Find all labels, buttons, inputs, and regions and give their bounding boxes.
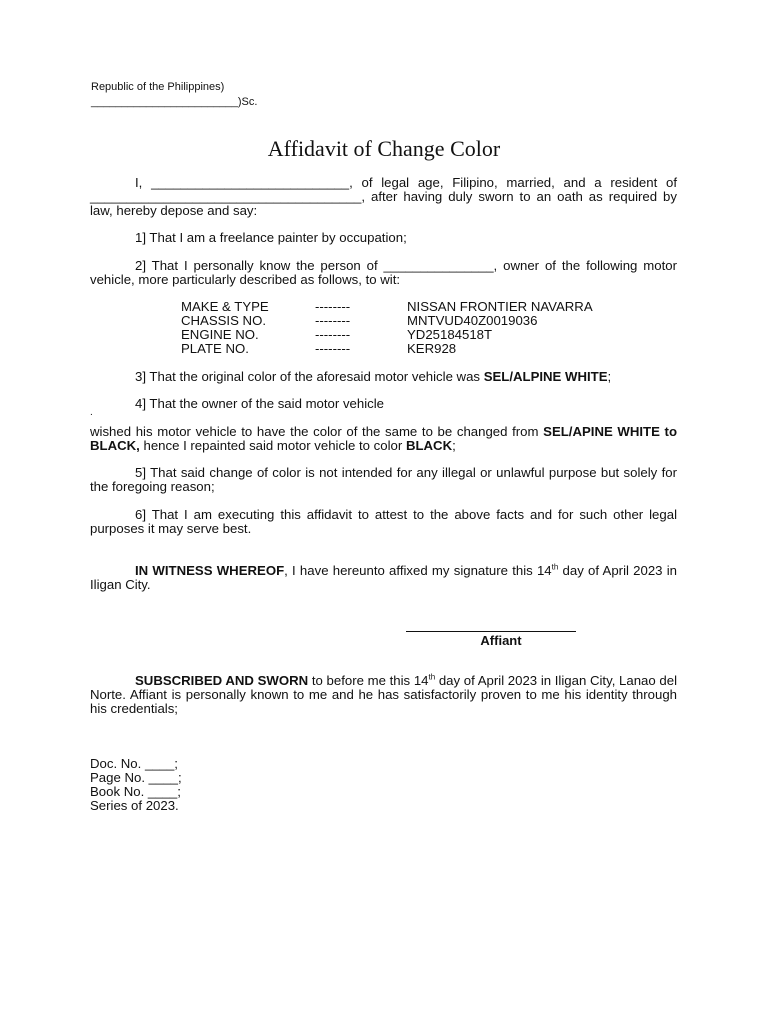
paragraph-5-text: 5] That said change of color is not intended for any illegal or unlawful purpose but solely for the foregoing reason; — [90, 465, 677, 494]
vehicle-dash: -------- — [315, 299, 351, 314]
paragraph-5 — [90, 466, 677, 494]
paragraph-2 — [90, 259, 677, 287]
jurat-ordinal: th — [428, 672, 436, 682]
paragraph-4-mid: hence I repainted said motor vehicle to color — [139, 438, 406, 453]
vehicle-row — [181, 300, 593, 314]
new-color: BLACK — [405, 438, 453, 453]
paragraph-4-line-1: 4] That the owner of the said motor vehicle — [135, 396, 384, 411]
witness-ordinal: th — [551, 562, 559, 572]
paragraph-4 — [90, 425, 677, 453]
jurat-text-1: to before me this 14 — [308, 673, 429, 688]
vehicle-details-table — [181, 300, 593, 356]
venue-header — [91, 80, 257, 110]
vehicle-row — [181, 328, 593, 342]
venue-republic: Republic of the Philippines) — [91, 81, 225, 93]
vehicle-dash: -------- — [315, 327, 351, 342]
paragraph-2-line-1: 2] That I personally know the person of _______________, owner of the following motor — [135, 258, 677, 273]
intro-line-3: law, hereby depose and say: — [90, 203, 258, 218]
vehicle-dash: -------- — [315, 341, 351, 356]
jurat-paragraph — [90, 674, 677, 716]
intro-line-1: I, ___________________________, of legal age, Filipino, married, and a resident of — [135, 175, 677, 190]
paragraph-4-end: ; — [452, 438, 456, 453]
vehicle-row — [181, 342, 593, 356]
paragraph-6-text: 6] That I am executing this affidavit to attest to the above facts and for such other legal purposes it may serve best. — [90, 507, 677, 536]
book-number: Book No. ____; — [90, 784, 181, 799]
series-year: Series of 2023. — [90, 798, 179, 813]
notary-block — [90, 757, 182, 813]
paragraph-6 — [90, 508, 677, 536]
intro-line-2: _____________________________________, after having duly sworn to an oath as required by — [90, 189, 677, 204]
paragraph-3-text: 3] That the original color of the aforesaid motor vehicle was — [135, 369, 484, 384]
vehicle-dash: -------- — [315, 313, 351, 328]
vehicle-key: PLATE NO. — [181, 341, 249, 356]
paragraph-4-text: wished his motor vehicle to have the color of the same to be changed from — [90, 424, 544, 439]
page-number: Page No. ____; — [90, 770, 182, 785]
vehicle-key: MAKE & TYPE — [181, 299, 269, 314]
paragraph-3 — [90, 370, 677, 384]
vehicle-value: NISSAN FRONTIER NAVARRA — [407, 299, 593, 314]
document-title: Affidavit of Change Color — [267, 136, 501, 161]
paragraph-1-text: 1] That I am a freelance painter by occupation; — [135, 230, 407, 245]
jurat-heading: SUBSCRIBED AND SWORN — [135, 673, 309, 688]
original-color: SEL/ALPINE WHITE — [483, 369, 608, 384]
vehicle-value: KER928 — [407, 341, 457, 356]
paragraph-2-line-2: vehicle, more particularly described as follows, to wit: — [90, 272, 401, 287]
witness-clause — [90, 564, 677, 592]
doc-number: Doc. No. ____; — [90, 756, 178, 771]
witness-text-2: day of April 2023 in Iligan City. — [90, 563, 677, 592]
affiant-label: Affiant — [480, 633, 522, 648]
jurat-text-2: day of April 2023 in Iligan City, Lanao del Norte. Affiant is personally known to me and he has satisfactorily proven to me his identity through his credentials; — [90, 673, 677, 716]
paragraph-4-intro — [90, 397, 677, 411]
vehicle-row — [181, 314, 593, 328]
stray-dot: . — [90, 407, 93, 418]
venue-city-line: ________________________)Sc. — [91, 96, 258, 108]
color-change: SEL/APINE WHITE to BLACK, — [90, 424, 678, 453]
witness-heading: IN WITNESS WHEREOF — [135, 563, 285, 578]
witness-text-1: , I have hereunto affixed my signature this 14 — [284, 563, 552, 578]
signature-line — [406, 631, 576, 632]
vehicle-value: YD25184518T — [407, 327, 493, 342]
vehicle-value: MNTVUD40Z0019036 — [407, 313, 538, 328]
vehicle-key: CHASSIS NO. — [181, 313, 267, 328]
paragraph-1 — [90, 231, 677, 245]
vehicle-key: ENGINE NO. — [181, 327, 259, 342]
paragraph-3-end: ; — [607, 369, 612, 384]
intro-paragraph — [90, 176, 677, 218]
